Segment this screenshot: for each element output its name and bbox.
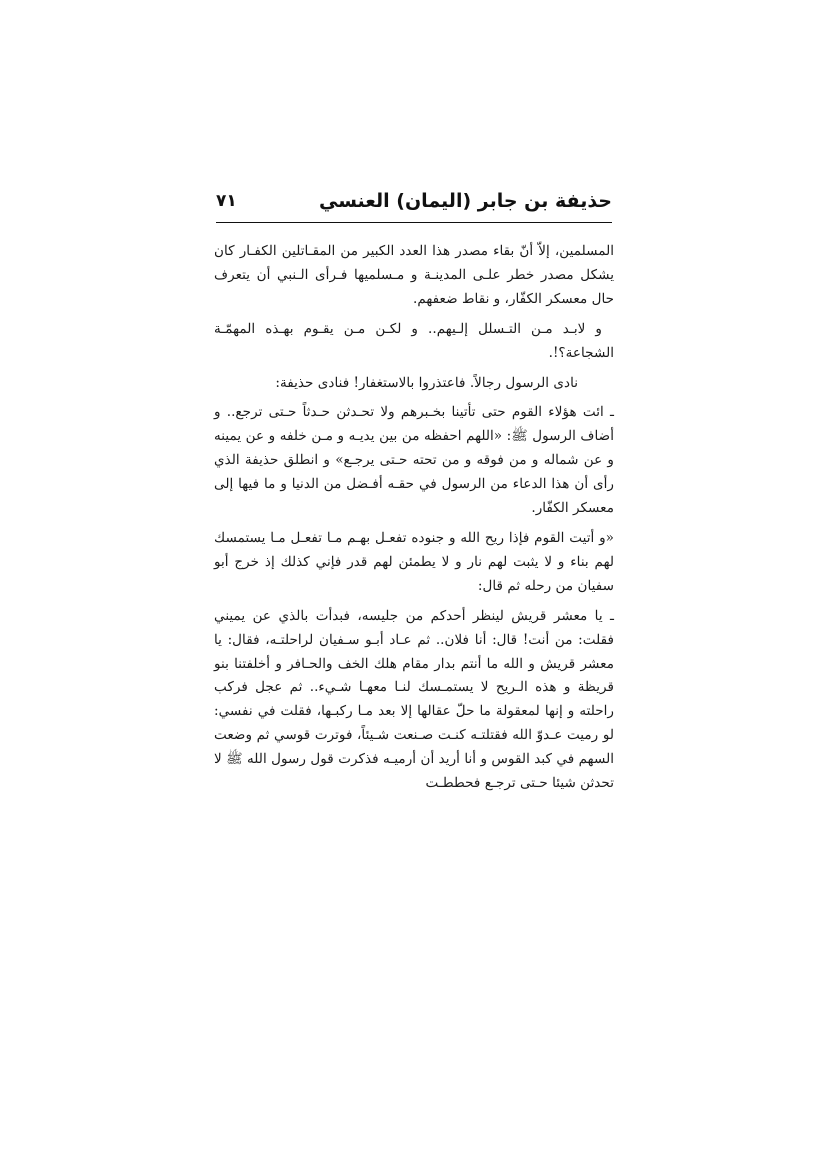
paragraph: «و أتيت القوم فإذا ريح الله و جنوده تفعـل بهـم مـا تفعـل مـا يستمسك لهم بناء و لا يثبت لهم نار و لا يطمئن لهم قدر فإني كذلك إذ خرج أبو سفيان من رحله ثم قال: [214, 529, 614, 594]
header-rule [216, 222, 612, 223]
paragraph: نادى الرسول رجالاً. فاعتذروا بالاستغفار! فنادى حذيفة: [275, 374, 578, 391]
chapter-title: حذيفة بن جابر (اليمان) العنسي [318, 190, 612, 212]
running-header [216, 188, 612, 218]
paragraph: ـ ائت هؤلاء القوم حتى تأتينا بخـبرهم ولا تحـدثن حـدثاً حـتى ترجع.. و أضاف الرسول ﷺ: «اللهم احفظه من بين يديـه و مـن خلفه و عن يمينه و عن شماله و من فوقه و من تحته حـتى يرجـع» و انطلق حذيفة الذي رأى أن هذا الدعاء من الرسول في حقـه أفـضل من الدنيا و ما فيها إلى معسكر الكفّار. [214, 404, 614, 517]
paragraph: ـ يا معشر قريش لينظر أحدكم من جليسه، فبدأت بالذي عن يميني فقلت: من أنت! قال: أنا فلان.. ثم عـاد أبـو سـفيان لراحلتـه، فقال: يا معشر قريش و الله ما أنتم بدار مقام هلك الخف والحـافر و أخلفتنا بنو قريظة و هذه الـريح لا يستمـسك لنـا معهـا شـيء.. ثم عجل فركب راحلته و إنها لمعقولة ما حلّ عقالها إلا بعد مـا ركبـها، فقلت في نفسي: لو رميت عـدوّ الله فقتلتـه كنـت صـنعت شـيئاً، فوترت قوسي ثم وضعت السهم في كبد القوس و أنا أريد أن أرميـه فذكرت قول رسول الله ﷺ لا تحدثن شيئا حـتى ترجـع فحططـت [214, 607, 614, 792]
body-text [214, 240, 614, 802]
page-number: ٧١ [216, 191, 237, 211]
paragraph: المسلمين، إلاّ أنّ بقاء مصدر هذا العدد الكبير من المقـاتلين الكفـار كان يشكل مصدر خطر علـى المدينـة و مـسلميها فـرأى الـنبي أن يتعرف حال معسكر الكفّار، و نقاط ضعفهم. [214, 243, 614, 307]
paragraph: و لابـد مـن التـسلل إلـيهم.. و لكـن مـن يقـوم بهـذه المهمّـة الشجاعة؟!. [214, 320, 614, 361]
